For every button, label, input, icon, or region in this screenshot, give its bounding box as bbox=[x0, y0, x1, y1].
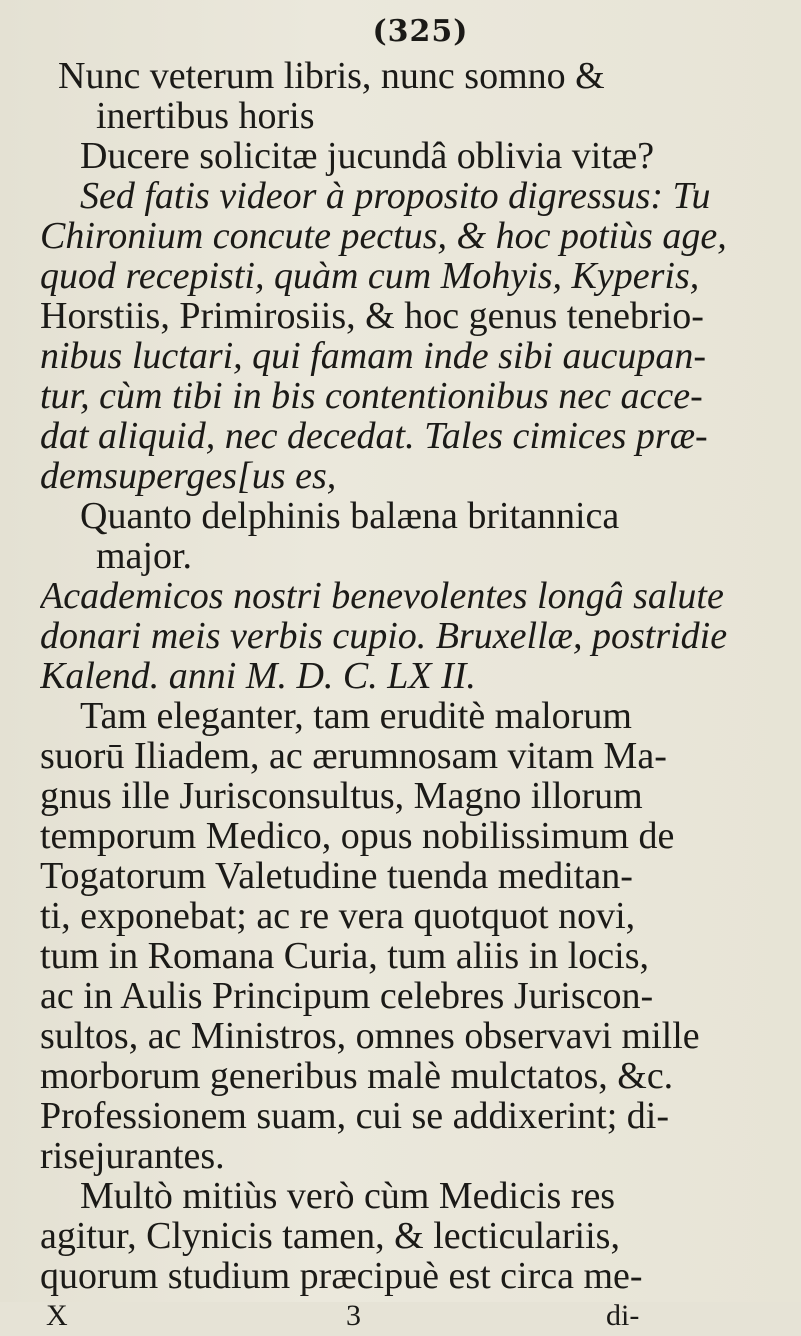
page-number-header: (325) bbox=[372, 14, 469, 49]
text-block bbox=[40, 56, 795, 1336]
text-line: tur, cùm tibi in bis contentionibus nec acce- bbox=[40, 376, 703, 416]
text-line: agitur, Clynicis tamen, & lecticulariis, bbox=[40, 1216, 620, 1256]
text-line: Tam eleganter, tam eruditè malorum bbox=[80, 696, 632, 736]
text-line: nibus luctari, qui famam inde sibi aucupan- bbox=[40, 336, 707, 376]
text-line: Chironium concute pectus, & hoc potiùs age, bbox=[40, 216, 727, 256]
text-line: temporum Medico, opus nobilissimum de bbox=[40, 816, 675, 856]
text-line: Professionem suam, cui se addixerint; di- bbox=[40, 1096, 669, 1136]
text-line: Ducere solicitæ jucundâ oblivia vitæ? bbox=[80, 136, 655, 176]
text-line: ti, exponebat; ac re vera quotquot novi, bbox=[40, 896, 636, 936]
text-line: Quanto delphinis balæna britannica bbox=[80, 496, 620, 536]
text-line: Sed fatis videor à proposito digressus: Tu bbox=[80, 176, 711, 216]
text-line: sultos, ac Ministros, omnes observavi mille bbox=[40, 1016, 700, 1056]
catchword-3: di- bbox=[606, 1299, 640, 1332]
catchword-1: X bbox=[46, 1299, 68, 1332]
text-line: Multò mitiùs verò cùm Medicis res bbox=[80, 1176, 616, 1216]
text-line: Horstiis, Primirosiis, & hoc genus tenebrio- bbox=[40, 296, 704, 336]
text-line: morborum generibus malè mulctatos, &c. bbox=[40, 1056, 674, 1096]
text-line: quorum studium præcipuè est circa me- bbox=[40, 1256, 643, 1296]
text-line: Kalend. anni M. D. C. LX II. bbox=[40, 656, 476, 696]
text-line: quod recepisti, quàm cum Mohyis, Kyperis, bbox=[40, 256, 700, 296]
text-line: donari meis verbis cupio. Bruxellæ, postridie bbox=[40, 616, 728, 656]
text-line: dat aliquid, nec decedat. Tales cimices præ- bbox=[40, 416, 708, 456]
text-line: Nunc veterum libris, nunc somno & bbox=[58, 56, 605, 96]
catchword-2: 3 bbox=[346, 1299, 361, 1332]
text-line: major. bbox=[96, 536, 193, 576]
text-line: tum in Romana Curia, tum aliis in locis, bbox=[40, 936, 650, 976]
catchword-line bbox=[40, 1296, 795, 1336]
text-line: risejurantes. bbox=[40, 1136, 225, 1176]
text-line: suorū Iliadem, ac ærumnosam vitam Ma- bbox=[40, 736, 667, 776]
text-line: gnus ille Jurisconsultus, Magno illorum bbox=[40, 776, 643, 816]
text-line: ac in Aulis Principum celebres Juriscon- bbox=[40, 976, 654, 1016]
text-line: Academicos nostri benevolentes longâ salute bbox=[40, 576, 724, 616]
text-line: Togatorum Valetudine tuenda meditan- bbox=[40, 856, 633, 896]
text-line: inertibus horis bbox=[96, 96, 315, 136]
text-line: demsuperges[us es, bbox=[40, 456, 337, 496]
